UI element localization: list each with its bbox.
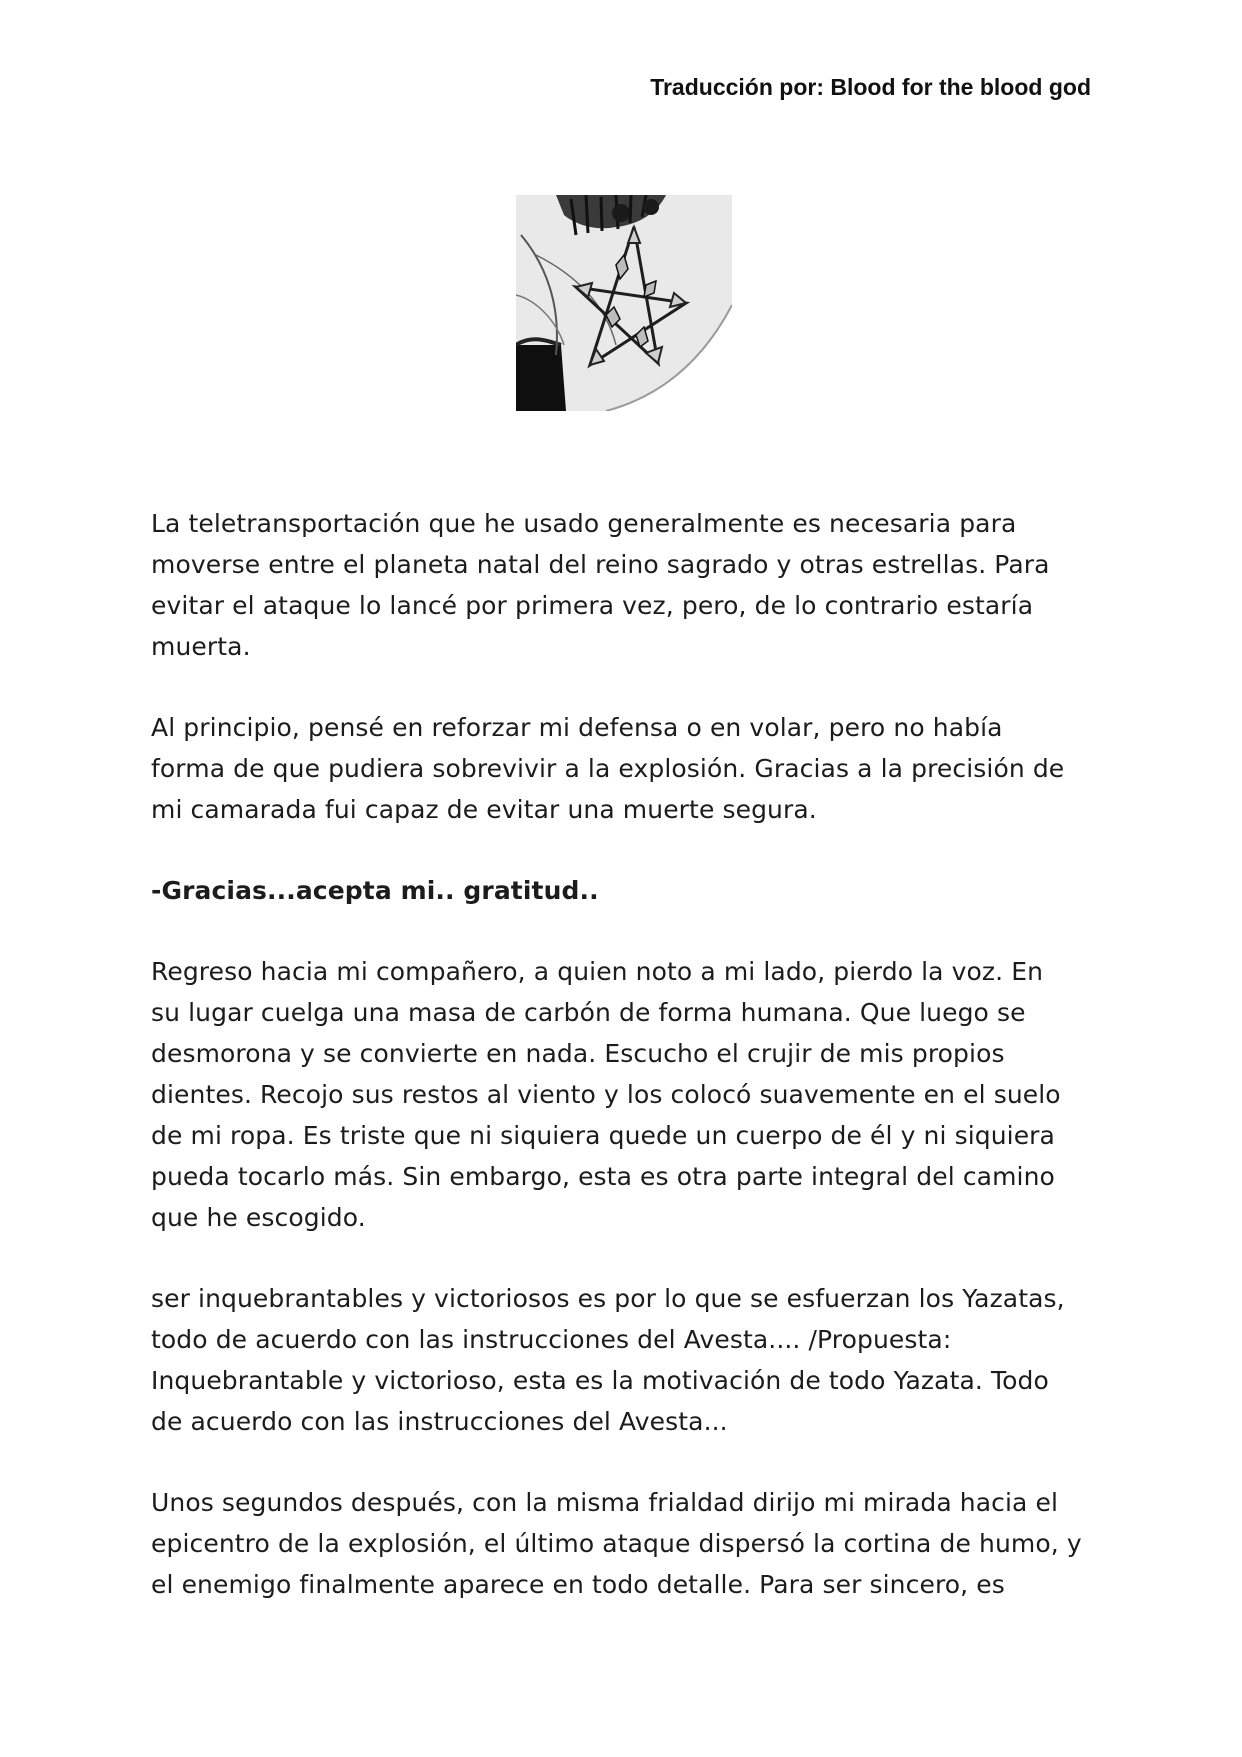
text-line: pueda tocarlo más. Sin embargo, esta es otra parte integral del camino [151,1162,1055,1191]
text-line: que he escogido. [151,1203,366,1232]
text-line: el enemigo finalmente aparece en todo detalle. Para ser sincero, es [151,1570,1005,1599]
text-line: forma de que pudiera sobrevivir a la explosión. Gracias a la precisión de [151,754,1065,783]
translation-credit: Traducción por: Blood for the blood god [650,74,1091,100]
text-line: ser inquebrantables y victoriosos es por lo que se esfuerzan los Yazatas, [151,1284,1065,1313]
text-line: -Gracias...acepta mi.. gratitud.. [151,876,599,905]
paragraph-5 [151,1278,1111,1442]
text-line: Unos segundos después, con la misma frialdad dirijo mi mirada hacia el [151,1488,1059,1517]
pentagram-manga-illustration-icon [516,195,732,411]
dialogue-line [151,870,1111,911]
text-line: evitar el ataque lo lancé por primera vez, pero, de lo contrario estaría [151,591,1034,620]
text-line: La teletransportación que he usado generalmente es necesaria para [151,509,1017,538]
text-line: desmorona y se convierte en nada. Escucho el crujir de mis propios [151,1039,1005,1068]
text-line: epicentro de la explosión, el último ataque dispersó la cortina de humo, y [151,1529,1082,1558]
paragraph-1 [151,503,1111,667]
text-line: todo de acuerdo con las instrucciones del Avesta.... /Propuesta: [151,1325,952,1354]
text-line: de acuerdo con las instrucciones del Avesta... [151,1407,728,1436]
text-line: su lugar cuelga una masa de carbón de forma humana. Que luego se [151,998,1026,1027]
text-line: muerta. [151,632,251,661]
text-line: Regreso hacia mi compañero, a quien noto a mi lado, pierdo la voz. En [151,957,1044,986]
paragraph-6 [151,1482,1111,1605]
text-line: Inquebrantable y victorioso, esta es la motivación de todo Yazata. Todo [151,1366,1049,1395]
document-body [151,503,1111,1645]
text-line: de mi ropa. Es triste que ni siquiera quede un cuerpo de él y ni siquiera [151,1121,1055,1150]
text-line: mi camarada fui capaz de evitar una muerte segura. [151,795,817,824]
paragraph-4 [151,951,1111,1238]
text-line: Al principio, pensé en reforzar mi defensa o en volar, pero no había [151,713,1003,742]
text-line: moverse entre el planeta natal del reino sagrado y otras estrellas. Para [151,550,1050,579]
paragraph-2 [151,707,1111,830]
text-line: dientes. Recojo sus restos al viento y los colocó suavemente en el suelo [151,1080,1061,1109]
